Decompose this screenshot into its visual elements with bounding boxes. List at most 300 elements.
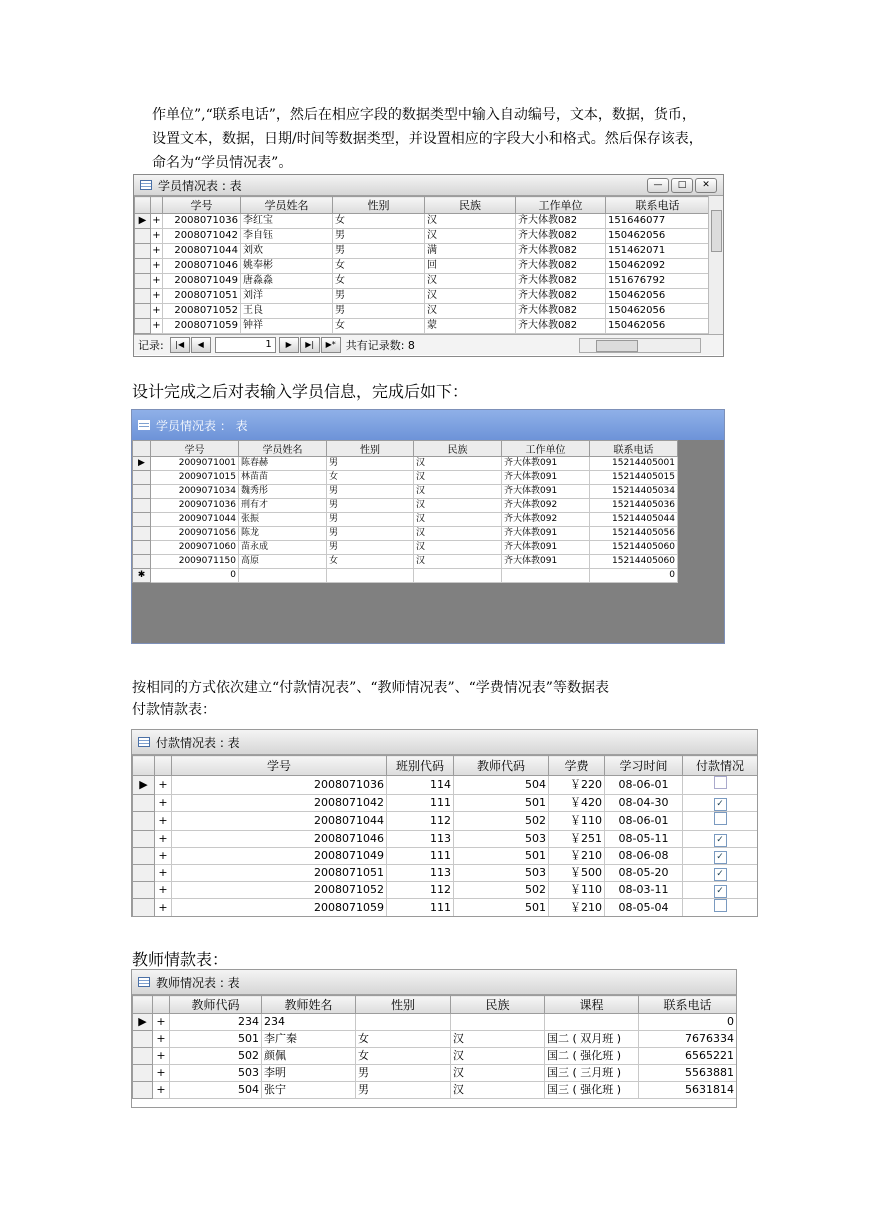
- paid-checkbox[interactable]: ✓: [714, 798, 727, 811]
- table-cell[interactable]: 男: [327, 499, 414, 513]
- column-header[interactable]: 联系电话: [590, 441, 678, 457]
- table-cell[interactable]: 王良: [241, 304, 333, 319]
- table-row[interactable]: [133, 848, 758, 865]
- table-cell[interactable]: 姚奉彬: [241, 259, 333, 274]
- table-cell[interactable]: 234: [262, 1014, 356, 1031]
- table-cell[interactable]: 150462092: [606, 259, 710, 274]
- row-selector[interactable]: [135, 304, 151, 319]
- table-cell[interactable]: 2008071051: [163, 289, 241, 304]
- row-selector[interactable]: [133, 513, 151, 527]
- table-cell[interactable]: 汉: [414, 457, 502, 471]
- select-all-corner[interactable]: [133, 756, 155, 776]
- table-cell[interactable]: 汉: [414, 527, 502, 541]
- table-cell[interactable]: 504: [170, 1082, 262, 1099]
- current-row-icon[interactable]: ▶: [133, 1014, 153, 1031]
- table-cell[interactable]: 15214405044: [590, 513, 678, 527]
- row-selector[interactable]: [133, 541, 151, 555]
- table-cell[interactable]: 汉: [451, 1065, 545, 1082]
- column-header[interactable]: 付款情况: [683, 756, 758, 776]
- table-cell[interactable]: 汉: [425, 304, 516, 319]
- table-cell[interactable]: 李明: [262, 1065, 356, 1082]
- table-cell[interactable]: 2009071036: [151, 499, 239, 513]
- table-cell[interactable]: 齐大体教091: [502, 457, 590, 471]
- row-selector[interactable]: [135, 289, 151, 304]
- row-selector[interactable]: [133, 1082, 153, 1099]
- table-cell[interactable]: 0: [151, 569, 239, 583]
- row-selector[interactable]: [133, 1065, 153, 1082]
- table-cell[interactable]: 7676334: [639, 1031, 737, 1048]
- row-selector[interactable]: [135, 244, 151, 259]
- table-row[interactable]: [133, 1031, 737, 1048]
- table-cell[interactable]: 503: [454, 865, 549, 882]
- paid-checkbox[interactable]: [714, 776, 727, 789]
- table-cell[interactable]: 111: [387, 795, 454, 812]
- table-cell[interactable]: 齐大体教091: [502, 541, 590, 555]
- table-cell[interactable]: 汉: [414, 555, 502, 569]
- table-cell[interactable]: 刑有才: [239, 499, 327, 513]
- table-cell[interactable]: 女: [356, 1048, 451, 1065]
- table-cell[interactable]: 08-06-01: [605, 776, 683, 795]
- table-cell[interactable]: 150462056: [606, 229, 710, 244]
- first-record-icon[interactable]: |◀: [170, 337, 190, 353]
- table-cell[interactable]: 汉: [425, 214, 516, 229]
- new-record-icon[interactable]: ✱: [133, 569, 151, 583]
- table-cell[interactable]: 2008071051: [172, 865, 387, 882]
- column-header[interactable]: 学号: [172, 756, 387, 776]
- table-cell[interactable]: 国二 ( 双月班 ): [545, 1031, 639, 1048]
- table-cell[interactable]: 张振: [239, 513, 327, 527]
- paid-checkbox[interactable]: ✓: [714, 885, 727, 898]
- column-header[interactable]: 性别: [327, 441, 414, 457]
- table-cell[interactable]: 2008071042: [172, 795, 387, 812]
- column-header[interactable]: 工作单位: [516, 197, 606, 214]
- row-selector[interactable]: [133, 499, 151, 513]
- table-cell[interactable]: 高原: [239, 555, 327, 569]
- horizontal-scrollbar[interactable]: [579, 338, 701, 353]
- expand-icon[interactable]: +: [153, 1048, 170, 1065]
- table-cell[interactable]: 男: [327, 527, 414, 541]
- column-header[interactable]: 联系电话: [639, 996, 737, 1014]
- table-cell[interactable]: 齐大体教092: [502, 499, 590, 513]
- table-cell[interactable]: 男: [356, 1082, 451, 1099]
- table-cell[interactable]: 15214405036: [590, 499, 678, 513]
- table-cell[interactable]: 女: [327, 471, 414, 485]
- table-cell[interactable]: 2008071044: [163, 244, 241, 259]
- table-cell[interactable]: 齐大体教082: [516, 259, 606, 274]
- paid-checkbox[interactable]: [714, 812, 727, 825]
- table-cell[interactable]: 女: [333, 274, 425, 289]
- table-cell[interactable]: ￥210: [549, 899, 605, 918]
- row-selector[interactable]: [133, 1031, 153, 1048]
- table-cell[interactable]: 6565221: [639, 1048, 737, 1065]
- table-cell[interactable]: [545, 1014, 639, 1031]
- table-cell[interactable]: 2009071044: [151, 513, 239, 527]
- table-cell[interactable]: 113: [387, 865, 454, 882]
- table-cell[interactable]: 08-05-04: [605, 899, 683, 918]
- table-cell[interactable]: 汉: [425, 229, 516, 244]
- table-cell[interactable]: 男: [327, 541, 414, 555]
- row-selector[interactable]: [135, 319, 151, 334]
- table-cell[interactable]: [451, 1014, 545, 1031]
- table-cell[interactable]: 151676792: [606, 274, 710, 289]
- table-cell[interactable]: 501: [454, 795, 549, 812]
- table-cell[interactable]: 504: [454, 776, 549, 795]
- table-row[interactable]: [133, 1065, 737, 1082]
- table-cell[interactable]: 汉: [414, 485, 502, 499]
- table-cell[interactable]: 08-06-08: [605, 848, 683, 865]
- table-cell[interactable]: ￥110: [549, 882, 605, 899]
- table-cell[interactable]: 502: [170, 1048, 262, 1065]
- last-record-icon[interactable]: ▶|: [300, 337, 320, 353]
- table-cell[interactable]: 齐大体教091: [502, 555, 590, 569]
- select-all-corner[interactable]: [133, 441, 151, 457]
- table-cell[interactable]: 08-05-11: [605, 831, 683, 848]
- paid-cell[interactable]: [683, 848, 758, 865]
- table-cell[interactable]: 颜佩: [262, 1048, 356, 1065]
- table-cell[interactable]: 501: [454, 848, 549, 865]
- column-header[interactable]: 学员姓名: [241, 197, 333, 214]
- paid-checkbox[interactable]: ✓: [714, 868, 727, 881]
- table-cell[interactable]: 114: [387, 776, 454, 795]
- column-header[interactable]: 班别代码: [387, 756, 454, 776]
- current-row-icon[interactable]: ▶: [133, 457, 151, 471]
- table-row[interactable]: [133, 471, 678, 485]
- column-header[interactable]: 课程: [545, 996, 639, 1014]
- table-cell[interactable]: 国三 ( 强化班 ): [545, 1082, 639, 1099]
- expand-icon[interactable]: +: [155, 795, 172, 812]
- table-cell[interactable]: 15214405034: [590, 485, 678, 499]
- table-cell[interactable]: 112: [387, 882, 454, 899]
- row-selector[interactable]: [133, 812, 155, 831]
- table-cell[interactable]: 2008071059: [172, 899, 387, 918]
- table-row[interactable]: [135, 304, 710, 319]
- row-selector[interactable]: [133, 831, 155, 848]
- paid-checkbox[interactable]: ✓: [714, 851, 727, 864]
- table-cell[interactable]: 150462056: [606, 304, 710, 319]
- table-row[interactable]: [133, 1014, 737, 1031]
- table-cell[interactable]: 林苗苗: [239, 471, 327, 485]
- table-cell[interactable]: 2008071036: [172, 776, 387, 795]
- expand-icon[interactable]: +: [153, 1065, 170, 1082]
- table-row[interactable]: [135, 289, 710, 304]
- record-number-input[interactable]: 1: [215, 337, 276, 353]
- column-header[interactable]: 工作单位: [502, 441, 590, 457]
- expand-icon[interactable]: +: [155, 831, 172, 848]
- table-cell[interactable]: 陈春赫: [239, 457, 327, 471]
- table-cell[interactable]: ￥251: [549, 831, 605, 848]
- table-cell[interactable]: 齐大体教091: [502, 485, 590, 499]
- row-selector[interactable]: [135, 229, 151, 244]
- table-cell[interactable]: 齐大体教082: [516, 274, 606, 289]
- table-cell[interactable]: 苗永成: [239, 541, 327, 555]
- table-cell[interactable]: 501: [454, 899, 549, 918]
- select-all-corner[interactable]: [135, 197, 151, 214]
- table-cell[interactable]: 2009071001: [151, 457, 239, 471]
- column-header[interactable]: 民族: [425, 197, 516, 214]
- table-cell[interactable]: [239, 569, 327, 583]
- expand-icon[interactable]: +: [151, 289, 163, 304]
- table-cell[interactable]: 李红宝: [241, 214, 333, 229]
- table-cell[interactable]: 回: [425, 259, 516, 274]
- table-cell[interactable]: 齐大体教082: [516, 289, 606, 304]
- table-cell[interactable]: 齐大体教082: [516, 214, 606, 229]
- scroll-thumb[interactable]: [711, 210, 722, 252]
- scroll-thumb[interactable]: [596, 340, 638, 352]
- table-cell[interactable]: 男: [333, 304, 425, 319]
- expand-icon[interactable]: +: [151, 319, 163, 334]
- row-selector[interactable]: [133, 795, 155, 812]
- table-cell[interactable]: 503: [170, 1065, 262, 1082]
- expand-icon[interactable]: +: [151, 304, 163, 319]
- table-cell[interactable]: 15214405060: [590, 555, 678, 569]
- table-cell[interactable]: ￥220: [549, 776, 605, 795]
- paid-cell[interactable]: [683, 776, 758, 795]
- table-cell[interactable]: 男: [333, 289, 425, 304]
- table-row[interactable]: [135, 274, 710, 289]
- table-cell[interactable]: 15214405001: [590, 457, 678, 471]
- row-selector[interactable]: [133, 848, 155, 865]
- expand-icon[interactable]: +: [155, 882, 172, 899]
- column-header[interactable]: 性别: [333, 197, 425, 214]
- column-header[interactable]: 民族: [451, 996, 545, 1014]
- table-cell[interactable]: 钟祥: [241, 319, 333, 334]
- table-cell[interactable]: 齐大体教092: [502, 513, 590, 527]
- table-row[interactable]: [135, 259, 710, 274]
- row-selector[interactable]: [133, 555, 151, 569]
- table-cell[interactable]: ￥210: [549, 848, 605, 865]
- table-cell[interactable]: 2008071059: [163, 319, 241, 334]
- table-cell[interactable]: [502, 569, 590, 583]
- column-header[interactable]: 学号: [151, 441, 239, 457]
- table-cell[interactable]: 151462071: [606, 244, 710, 259]
- expand-icon[interactable]: +: [155, 812, 172, 831]
- expand-icon[interactable]: +: [151, 214, 163, 229]
- table-cell[interactable]: 151646077: [606, 214, 710, 229]
- table-cell[interactable]: 齐大体教082: [516, 304, 606, 319]
- table-cell[interactable]: 齐大体教082: [516, 244, 606, 259]
- column-header[interactable]: 学员姓名: [239, 441, 327, 457]
- table-cell[interactable]: 蒙: [425, 319, 516, 334]
- table-cell[interactable]: 2009071150: [151, 555, 239, 569]
- table-row[interactable]: [133, 527, 678, 541]
- table-cell[interactable]: 2008071049: [172, 848, 387, 865]
- column-header[interactable]: 学费: [549, 756, 605, 776]
- table-cell[interactable]: 502: [454, 882, 549, 899]
- table-cell[interactable]: 汉: [451, 1048, 545, 1065]
- paid-cell[interactable]: [683, 899, 758, 918]
- table-row[interactable]: [133, 831, 758, 848]
- table-cell[interactable]: 女: [356, 1031, 451, 1048]
- table-cell[interactable]: 2008071042: [163, 229, 241, 244]
- table-row[interactable]: [133, 499, 678, 513]
- expand-icon[interactable]: +: [155, 865, 172, 882]
- table-cell[interactable]: 李自钰: [241, 229, 333, 244]
- table-cell[interactable]: 刘洋: [241, 289, 333, 304]
- table-cell[interactable]: 汉: [414, 499, 502, 513]
- table-row[interactable]: [133, 485, 678, 499]
- table-cell[interactable]: 男: [333, 244, 425, 259]
- table-cell[interactable]: 男: [327, 513, 414, 527]
- table-cell[interactable]: [414, 569, 502, 583]
- table-cell[interactable]: 2009071060: [151, 541, 239, 555]
- table-cell[interactable]: 张宁: [262, 1082, 356, 1099]
- vertical-scrollbar[interactable]: [708, 196, 723, 334]
- table-cell[interactable]: 503: [454, 831, 549, 848]
- table-cell[interactable]: 2008071052: [172, 882, 387, 899]
- table-cell[interactable]: 2008071049: [163, 274, 241, 289]
- expand-icon[interactable]: +: [151, 259, 163, 274]
- table-cell[interactable]: 15214405015: [590, 471, 678, 485]
- table-cell[interactable]: 15214405056: [590, 527, 678, 541]
- table-row[interactable]: [133, 776, 758, 795]
- table-cell[interactable]: 2008071046: [172, 831, 387, 848]
- row-selector[interactable]: [135, 274, 151, 289]
- table-cell[interactable]: [327, 569, 414, 583]
- select-all-corner[interactable]: [133, 996, 153, 1014]
- table-cell[interactable]: ￥110: [549, 812, 605, 831]
- table-cell[interactable]: ￥420: [549, 795, 605, 812]
- column-header[interactable]: 教师代码: [170, 996, 262, 1014]
- row-selector[interactable]: [133, 899, 155, 918]
- table-cell[interactable]: 汉: [425, 274, 516, 289]
- expand-icon[interactable]: +: [153, 1014, 170, 1031]
- table-cell[interactable]: 汉: [451, 1082, 545, 1099]
- table-row[interactable]: [133, 1082, 737, 1099]
- paid-checkbox[interactable]: ✓: [714, 834, 727, 847]
- expand-icon[interactable]: +: [151, 244, 163, 259]
- table-cell[interactable]: 汉: [451, 1031, 545, 1048]
- table-cell[interactable]: 08-04-30: [605, 795, 683, 812]
- column-header[interactable]: 教师代码: [454, 756, 549, 776]
- previous-record-icon[interactable]: ◀: [191, 337, 211, 353]
- table-cell[interactable]: 男: [356, 1065, 451, 1082]
- expand-icon[interactable]: +: [153, 1082, 170, 1099]
- row-selector[interactable]: [133, 485, 151, 499]
- table-row[interactable]: [133, 1048, 737, 1065]
- table-cell[interactable]: 刘欢: [241, 244, 333, 259]
- table-cell[interactable]: 2008071052: [163, 304, 241, 319]
- table-cell[interactable]: 08-03-11: [605, 882, 683, 899]
- table-cell[interactable]: 女: [333, 259, 425, 274]
- row-selector[interactable]: [133, 471, 151, 485]
- maximize-button[interactable]: □: [671, 178, 693, 193]
- table-cell[interactable]: 112: [387, 812, 454, 831]
- table-row[interactable]: [133, 795, 758, 812]
- table-cell[interactable]: 男: [327, 485, 414, 499]
- table-cell[interactable]: 08-06-01: [605, 812, 683, 831]
- table-cell[interactable]: 国三 ( 三月班 ): [545, 1065, 639, 1082]
- table-cell[interactable]: 唐淼淼: [241, 274, 333, 289]
- table-cell[interactable]: 111: [387, 899, 454, 918]
- table-cell[interactable]: 501: [170, 1031, 262, 1048]
- table-cell[interactable]: 113: [387, 831, 454, 848]
- next-record-icon[interactable]: ▶: [279, 337, 299, 353]
- table-cell[interactable]: 国二 ( 强化班 ): [545, 1048, 639, 1065]
- table-cell[interactable]: 陈龙: [239, 527, 327, 541]
- table-cell[interactable]: 502: [454, 812, 549, 831]
- column-header[interactable]: 民族: [414, 441, 502, 457]
- column-header[interactable]: 学号: [163, 197, 241, 214]
- table-cell[interactable]: 齐大体教091: [502, 471, 590, 485]
- table-cell[interactable]: 2009071034: [151, 485, 239, 499]
- table-row[interactable]: [133, 865, 758, 882]
- table-cell[interactable]: 女: [333, 214, 425, 229]
- paid-cell[interactable]: [683, 795, 758, 812]
- new-record-row[interactable]: [133, 569, 678, 583]
- row-selector[interactable]: [133, 527, 151, 541]
- table-cell[interactable]: 汉: [414, 471, 502, 485]
- table-cell[interactable]: 齐大体教091: [502, 527, 590, 541]
- table-row[interactable]: [135, 319, 710, 334]
- table-cell[interactable]: 0: [639, 1014, 737, 1031]
- table-row[interactable]: [133, 812, 758, 831]
- table-row[interactable]: [133, 882, 758, 899]
- table-cell[interactable]: 150462056: [606, 319, 710, 334]
- table-cell[interactable]: 2008071046: [163, 259, 241, 274]
- table-cell[interactable]: [356, 1014, 451, 1031]
- table-cell[interactable]: 男: [333, 229, 425, 244]
- row-selector[interactable]: [133, 882, 155, 899]
- table-cell[interactable]: 男: [327, 457, 414, 471]
- expand-icon[interactable]: +: [155, 776, 172, 795]
- table-cell[interactable]: 齐大体教082: [516, 319, 606, 334]
- table-cell[interactable]: 08-05-20: [605, 865, 683, 882]
- table-cell[interactable]: 2009071056: [151, 527, 239, 541]
- table-cell[interactable]: 111: [387, 848, 454, 865]
- minimize-button[interactable]: —: [647, 178, 669, 193]
- table-row[interactable]: [133, 541, 678, 555]
- table-cell[interactable]: 汉: [425, 289, 516, 304]
- table-row[interactable]: [133, 513, 678, 527]
- table-row[interactable]: [133, 457, 678, 471]
- table-row[interactable]: [133, 555, 678, 569]
- column-header[interactable]: 学习时间: [605, 756, 683, 776]
- table-row[interactable]: [135, 244, 710, 259]
- paid-cell[interactable]: [683, 831, 758, 848]
- table-cell[interactable]: 5563881: [639, 1065, 737, 1082]
- table-cell[interactable]: 5631814: [639, 1082, 737, 1099]
- table-cell[interactable]: 15214405060: [590, 541, 678, 555]
- column-header[interactable]: 性别: [356, 996, 451, 1014]
- table-row[interactable]: [133, 899, 758, 918]
- table-cell[interactable]: 0: [590, 569, 678, 583]
- table-cell[interactable]: 2008071036: [163, 214, 241, 229]
- paid-checkbox[interactable]: [714, 899, 727, 912]
- table-cell[interactable]: 2008071044: [172, 812, 387, 831]
- table-cell[interactable]: 234: [170, 1014, 262, 1031]
- paid-cell[interactable]: [683, 812, 758, 831]
- current-row-icon[interactable]: ▶: [133, 776, 155, 795]
- current-row-icon[interactable]: ▶: [135, 214, 151, 229]
- table-cell[interactable]: 满: [425, 244, 516, 259]
- table-cell[interactable]: 女: [327, 555, 414, 569]
- expand-icon[interactable]: +: [151, 229, 163, 244]
- table-cell[interactable]: 2009071015: [151, 471, 239, 485]
- table-row[interactable]: [135, 214, 710, 229]
- table-cell[interactable]: ￥500: [549, 865, 605, 882]
- close-button[interactable]: ✕: [695, 178, 717, 193]
- row-selector[interactable]: [135, 259, 151, 274]
- table-cell[interactable]: 魏秀彤: [239, 485, 327, 499]
- row-selector[interactable]: [133, 1048, 153, 1065]
- table-cell[interactable]: 汉: [414, 541, 502, 555]
- expand-icon[interactable]: +: [153, 1031, 170, 1048]
- table-row[interactable]: [135, 229, 710, 244]
- table-cell[interactable]: 150462056: [606, 289, 710, 304]
- expand-icon[interactable]: +: [151, 274, 163, 289]
- paid-cell[interactable]: [683, 865, 758, 882]
- table-cell[interactable]: 齐大体教082: [516, 229, 606, 244]
